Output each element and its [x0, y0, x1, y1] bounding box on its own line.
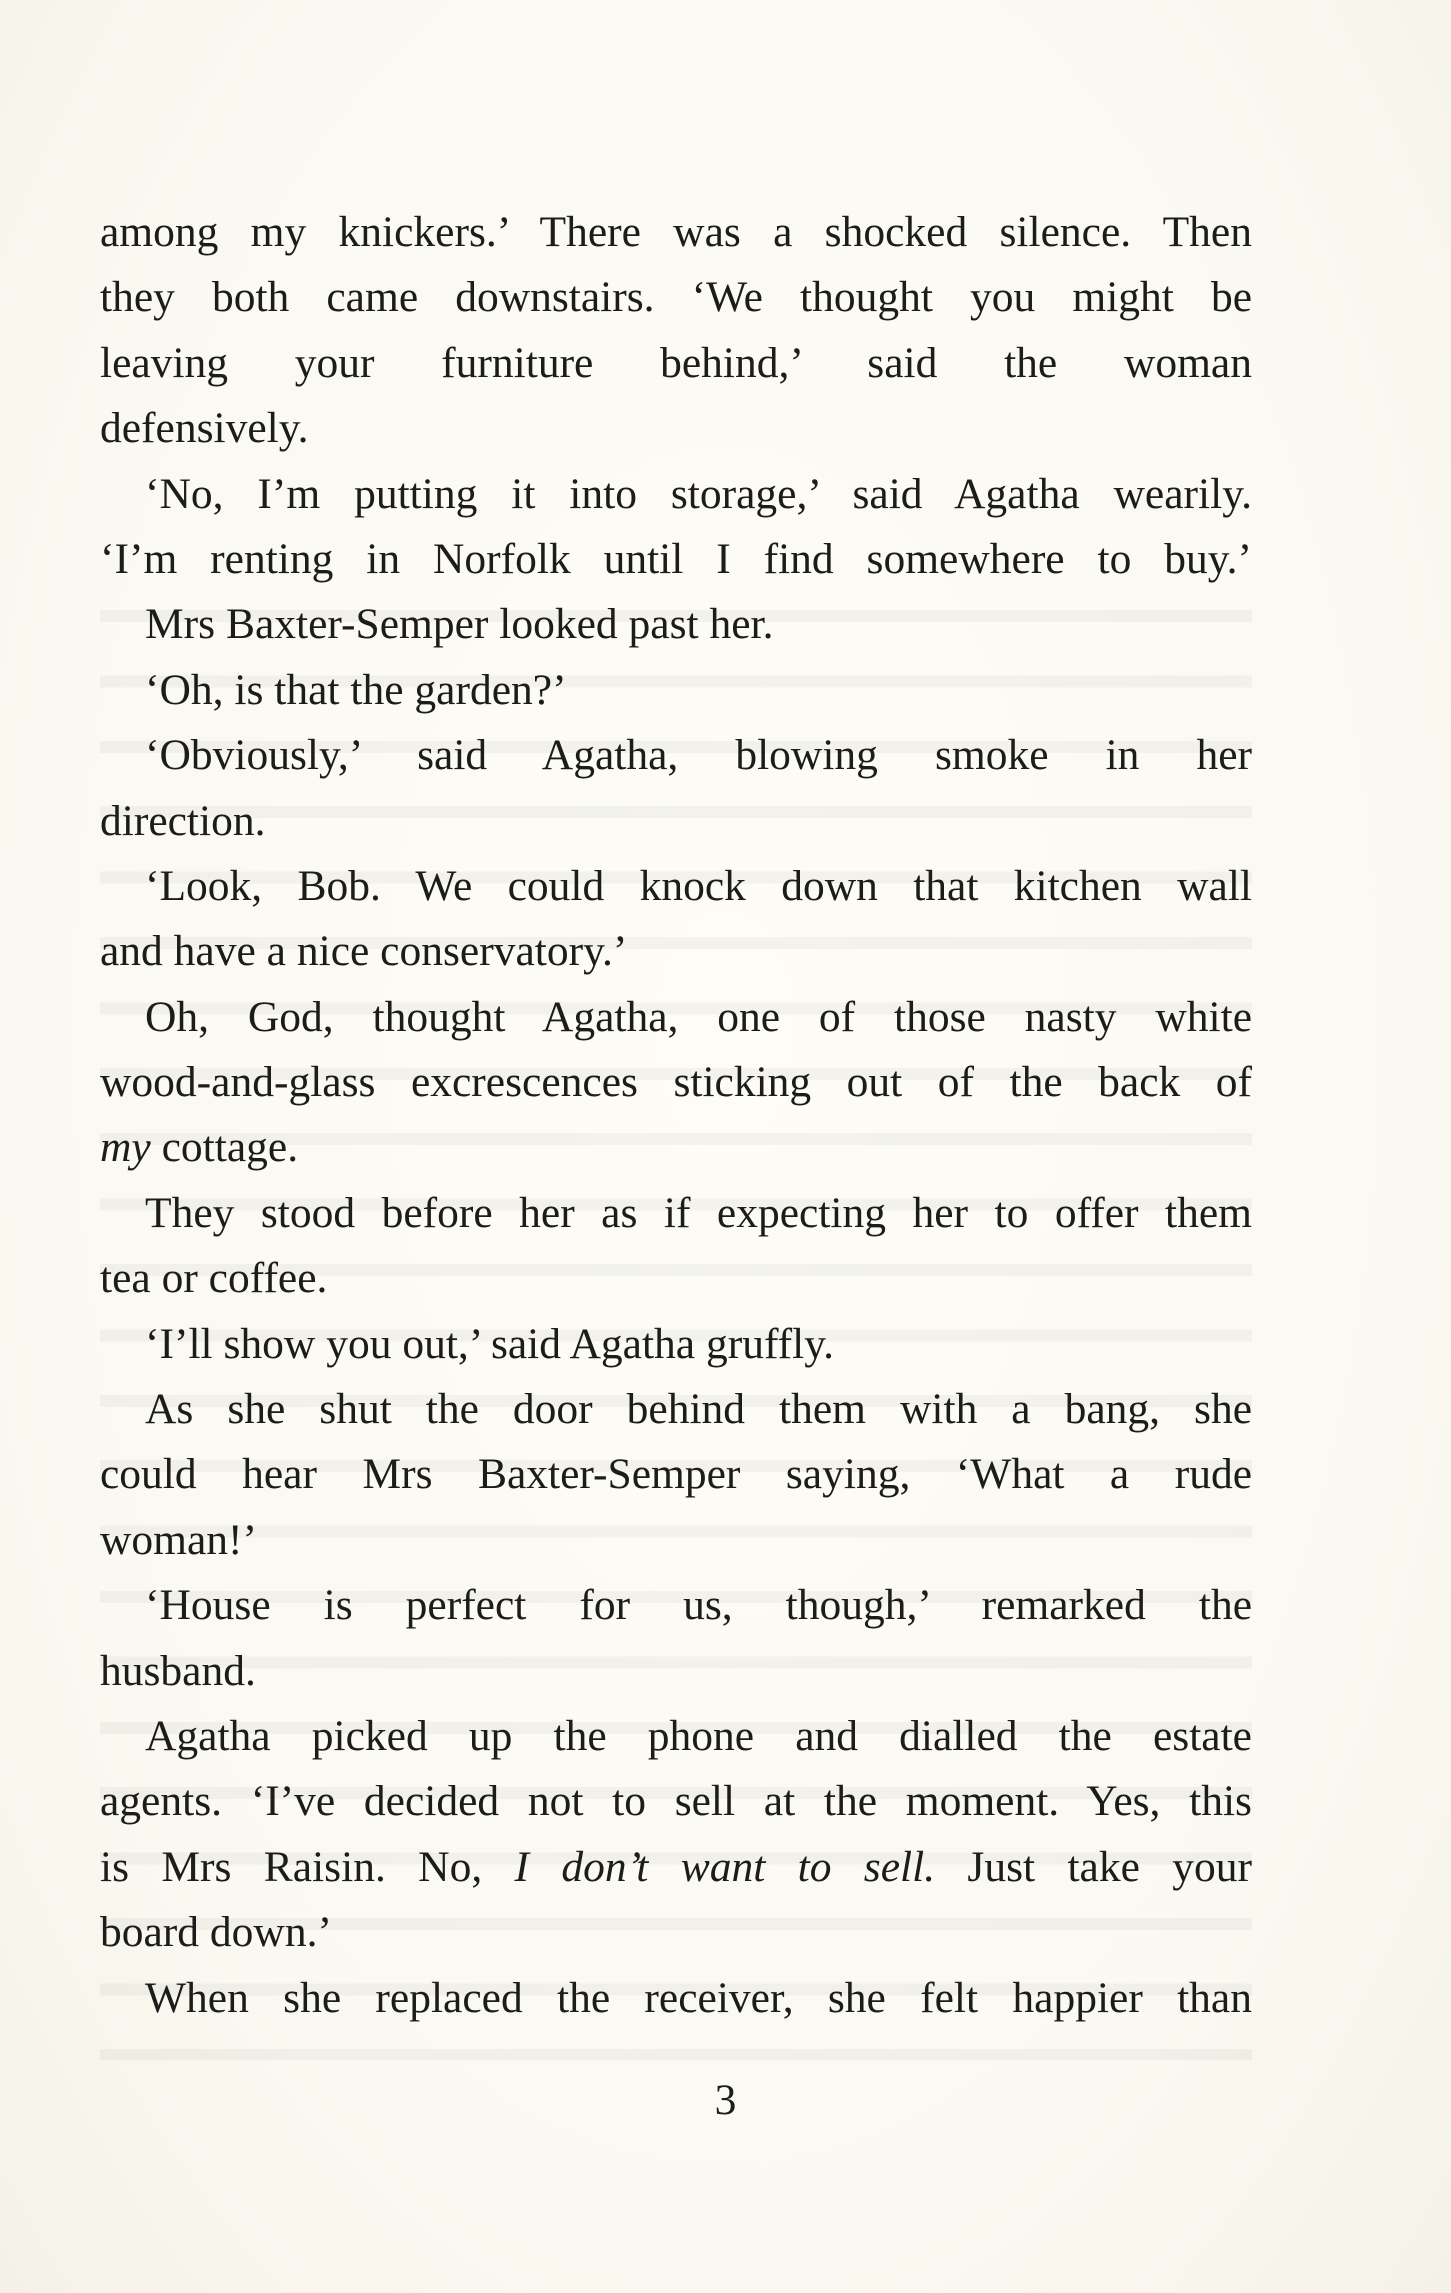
text-line: and have a nice conservatory.’ [100, 927, 628, 976]
text-line: tea or coffee. [100, 1254, 328, 1303]
text-line: ‘I’ll show you out,’ said Agatha gruffly. [145, 1319, 835, 1368]
text-line: husband. [100, 1646, 256, 1695]
text-line: board down.’ [100, 1908, 332, 1957]
text-line: ‘Obviously,’ said Agatha, blowing smoke in her [145, 731, 1252, 780]
text-line: ‘I’m renting in Norfolk until I find somewhere to buy.’ [100, 534, 1252, 583]
text-line [100, 1115, 1252, 1180]
text-line: defensively. [100, 404, 309, 453]
text-line: could hear Mrs Baxter-Semper saying, ‘What a rude [100, 1450, 1252, 1499]
text-line: wood-and-glass excrescences sticking out of the back of [100, 1058, 1252, 1107]
text-line: among my knickers.’ There was a shocked silence. Then [100, 208, 1252, 256]
text-line: Agatha picked up the phone and dialled the estate [145, 1711, 1252, 1760]
text-line: As she shut the door behind them with a bang, she [145, 1385, 1252, 1434]
text-line: When she replaced the receiver, she felt happier than [145, 1973, 1252, 2022]
text-line: they both came downstairs. ‘We thought you might be [100, 273, 1252, 322]
text-line: Mrs Baxter-Semper looked past her. [145, 600, 774, 649]
text-line: ‘Look, Bob. We could knock down that kitchen wall [145, 861, 1252, 910]
body-text [100, 200, 1252, 2031]
text-line: Oh, God, thought Agatha, one of those nasty white [145, 992, 1252, 1041]
text-line: ‘House is perfect for us, though,’ remarked the [145, 1581, 1252, 1630]
emphasis-text: my [100, 1123, 151, 1172]
page-number: 3 [714, 2076, 737, 2124]
text-line [100, 1835, 1252, 1900]
text-run: Just take your [935, 1842, 1252, 1891]
text-run: cottage. [150, 1123, 299, 1172]
emphasis-text: I don’t want to sell. [514, 1842, 936, 1891]
text-line: woman!’ [100, 1515, 258, 1564]
text-line: agents. ‘I’ve decided not to sell at the moment. Yes, this [100, 1777, 1252, 1826]
text-line: ‘Oh, is that the garden?’ [145, 665, 567, 714]
text-line: They stood before her as if expecting her to offer them [145, 1188, 1252, 1237]
text-line: ‘No, I’m putting it into storage,’ said Agatha wearily. [145, 469, 1252, 518]
text-line: leaving your furniture behind,’ said the woman [100, 338, 1252, 387]
text-line: direction. [100, 796, 266, 845]
text-run: is Mrs Raisin. No, [100, 1842, 515, 1891]
